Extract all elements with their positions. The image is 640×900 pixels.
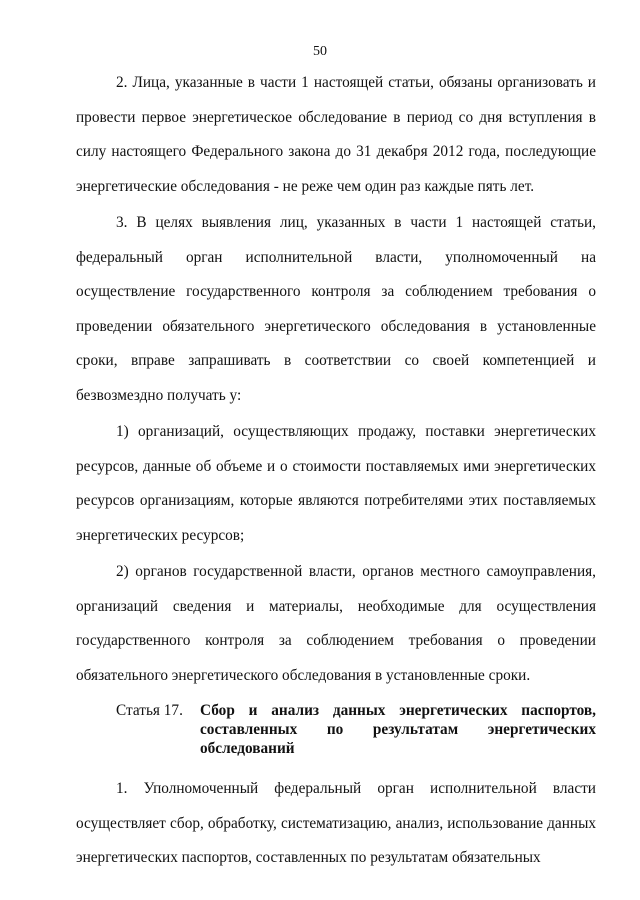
- page-number: 50: [313, 44, 327, 59]
- document-body: [76, 66, 596, 876]
- list-item-1: 1) организаций, осуществляющих продажу, поставки энергетических ресурсов, данные об объеме и о стоимости поставляемых ими энергетических ресурсов организациям, которые являются потребителями этих поставляемых энергетических ресурсов;: [76, 423, 596, 544]
- paragraph-2: 2. Лица, указанные в части 1 настоящей статьи, обязаны организовать и провести первое энергетическое обследование в период со дня вступления в силу настоящего Федерального закона до 31 декабря 2012 года, последующие энергетические обследования - не реже чем один раз каждые пять лет.: [76, 74, 596, 195]
- article-label: Статья 17.: [116, 702, 183, 719]
- article-title: Сбор и анализ данных энергетических паспортов, составленных по результатам энергетических обследований: [200, 702, 596, 757]
- article-heading: [76, 701, 596, 758]
- list-item-2: 2) органов государственной власти, органов местного самоуправления, организаций сведения и материалы, необходимые для осуществления государственного контроля за соблюдением требования о проведении обязательного энергетического обследования в установленные сроки.: [76, 563, 596, 684]
- article-17-paragraph-1: 1. Уполномоченный федеральный орган исполнительной власти осуществляет сбор, обработку, систематизацию, анализ, использование данных энергетических паспортов, составленных по результатам обязательных: [76, 780, 596, 866]
- paragraph-3: 3. В целях выявления лиц, указанных в части 1 настоящей статьи, федеральный орган исполнительной власти, уполномоченный на осуществление государственного контроля за соблюдением требования о проведении обязательного энергетического обследования в установленные сроки, вправе запрашивать в соответствии со своей компетенцией и безвозмездно получать у:: [76, 214, 596, 404]
